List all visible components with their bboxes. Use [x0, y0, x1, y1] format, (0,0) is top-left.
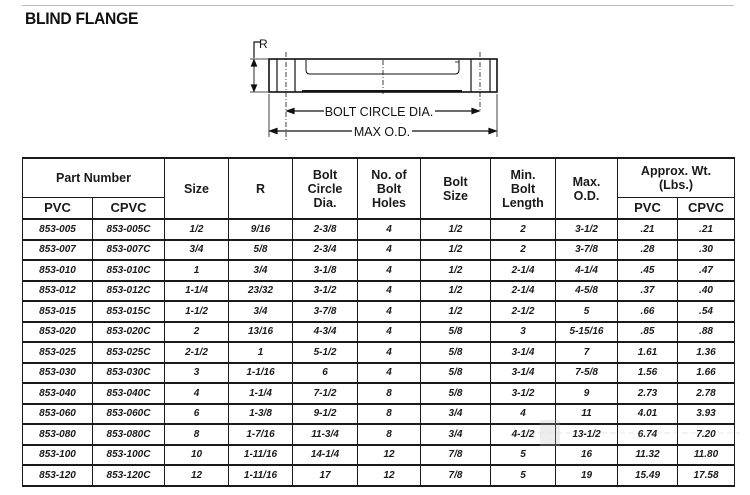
- cell-pvc-part-number: 853-005: [23, 219, 93, 240]
- cell-weight-cpvc: .21: [678, 219, 735, 240]
- header-pvc: PVC: [23, 198, 93, 220]
- cell-weight-pvc: 4.01: [618, 404, 678, 425]
- cell-weight-pvc: 1.61: [618, 342, 678, 363]
- cell-min-bolt-length: 2-1/4: [491, 260, 556, 281]
- cell-bolt-circle-dia: 11-3/4: [293, 424, 358, 445]
- cell-bolt-size: 1/2: [421, 240, 491, 261]
- bolt-circle-label: BOLT CIRCLE DIA.: [324, 105, 434, 119]
- cell-bolt-circle-dia: 5-1/2: [293, 342, 358, 363]
- cell-weight-cpvc: .88: [678, 322, 735, 343]
- cell-r: 1-11/16: [229, 445, 293, 466]
- cell-max-od: 7: [556, 342, 618, 363]
- cell-min-bolt-length: 2: [491, 240, 556, 261]
- cell-r: 1-7/16: [229, 424, 293, 445]
- cell-weight-pvc: .45: [618, 260, 678, 281]
- cell-r: 3/4: [229, 301, 293, 322]
- cell-max-od: 16: [556, 445, 618, 466]
- header-r: R: [229, 158, 293, 219]
- cell-cpvc-part-number: 853-025C: [93, 342, 165, 363]
- cell-min-bolt-length: 2-1/2: [491, 301, 556, 322]
- cell-weight-cpvc: 7.20: [678, 424, 735, 445]
- header-text: Max.: [572, 174, 601, 189]
- cell-min-bolt-length: 5: [491, 445, 556, 466]
- cell-size: 6: [165, 404, 229, 425]
- cell-pvc-part-number: 853-010: [23, 260, 93, 281]
- cell-min-bolt-length: 3: [491, 322, 556, 343]
- cell-cpvc-part-number: 853-012C: [93, 281, 165, 302]
- cell-size: 3: [165, 363, 229, 384]
- cell-bolt-holes: 4: [358, 219, 421, 240]
- cell-bolt-circle-dia: 2-3/4: [293, 240, 358, 261]
- cell-bolt-size: 1/2: [421, 260, 491, 281]
- cell-weight-pvc: 2.73: [618, 383, 678, 404]
- cell-bolt-circle-dia: 9-1/2: [293, 404, 358, 425]
- cell-bolt-size: 7/8: [421, 445, 491, 466]
- cell-weight-pvc: .21: [618, 219, 678, 240]
- table-row: [23, 465, 735, 486]
- cell-min-bolt-length: 2: [491, 219, 556, 240]
- page-title: BLIND FLANGE: [25, 9, 139, 28]
- cell-weight-pvc: 11.32: [618, 445, 678, 466]
- cell-cpvc-part-number: 853-030C: [93, 363, 165, 384]
- header-text: Bolt: [376, 181, 402, 196]
- header-approx-weight: [618, 158, 735, 198]
- table-row: [23, 342, 735, 363]
- cell-cpvc-part-number: 853-080C: [93, 424, 165, 445]
- cell-weight-pvc: .85: [618, 322, 678, 343]
- header-bolt-circle-dia: [293, 158, 358, 219]
- blind-flange-diagram: [250, 32, 530, 150]
- cell-weight-cpvc: .47: [678, 260, 735, 281]
- cell-r: 1-1/4: [229, 383, 293, 404]
- header-cpvc: CPVC: [93, 198, 165, 220]
- cell-min-bolt-length: 2-1/4: [491, 281, 556, 302]
- cell-size: 1-1/2: [165, 301, 229, 322]
- cell-weight-cpvc: .54: [678, 301, 735, 322]
- cell-pvc-part-number: 853-100: [23, 445, 93, 466]
- header-text: Circle: [307, 181, 343, 196]
- table-row: [23, 240, 735, 261]
- cell-size: 3/4: [165, 240, 229, 261]
- table-row: [23, 322, 735, 343]
- cell-weight-pvc: 1.56: [618, 363, 678, 384]
- header-text: Holes: [371, 195, 407, 210]
- header-text: Approx. Wt.: [640, 164, 712, 178]
- cell-min-bolt-length: 3-1/2: [491, 383, 556, 404]
- cell-weight-cpvc: 11.80: [678, 445, 735, 466]
- cell-bolt-size: 5/8: [421, 383, 491, 404]
- cell-size: 10: [165, 445, 229, 466]
- table-row: [23, 301, 735, 322]
- cell-bolt-size: 1/2: [421, 281, 491, 302]
- table-row: [23, 281, 735, 302]
- header-text: (Lbs.): [658, 178, 694, 192]
- cell-bolt-holes: 4: [358, 342, 421, 363]
- header-bolt-holes: [358, 158, 421, 219]
- cell-cpvc-part-number: 853-060C: [93, 404, 165, 425]
- cell-pvc-part-number: 853-015: [23, 301, 93, 322]
- cell-bolt-holes: 8: [358, 383, 421, 404]
- cell-bolt-size: 7/8: [421, 465, 491, 486]
- table-row: [23, 404, 735, 425]
- cell-bolt-circle-dia: 14-1/4: [293, 445, 358, 466]
- cell-bolt-circle-dia: 3-7/8: [293, 301, 358, 322]
- cell-max-od: 3-1/2: [556, 219, 618, 240]
- cell-bolt-holes: 4: [358, 363, 421, 384]
- table-row: [23, 363, 735, 384]
- cell-bolt-holes: 4: [358, 281, 421, 302]
- header-text: Bolt: [443, 174, 468, 189]
- cell-weight-pvc: 6.74: [618, 424, 678, 445]
- cell-max-od: 5: [556, 301, 618, 322]
- cell-pvc-part-number: 853-012: [23, 281, 93, 302]
- cell-weight-pvc: .66: [618, 301, 678, 322]
- cell-cpvc-part-number: 853-020C: [93, 322, 165, 343]
- header-weight-cpvc: CPVC: [678, 198, 735, 220]
- cell-max-od: 4-1/4: [556, 260, 618, 281]
- cell-r: 3/4: [229, 260, 293, 281]
- cell-max-od: 4-5/8: [556, 281, 618, 302]
- cell-bolt-circle-dia: 4-3/4: [293, 322, 358, 343]
- header-text: Size: [442, 188, 468, 203]
- r-label: R: [259, 37, 268, 51]
- cell-pvc-part-number: 853-120: [23, 465, 93, 486]
- cell-r: 23/32: [229, 281, 293, 302]
- cell-bolt-size: 1/2: [421, 219, 491, 240]
- cell-bolt-size: 3/4: [421, 404, 491, 425]
- cell-weight-cpvc: 2.78: [678, 383, 735, 404]
- cell-bolt-circle-dia: 3-1/2: [293, 281, 358, 302]
- header-text: Min.: [510, 167, 536, 182]
- cell-r: 1-11/16: [229, 465, 293, 486]
- header-bolt-size: [421, 158, 491, 219]
- cell-min-bolt-length: 3-1/4: [491, 363, 556, 384]
- cell-pvc-part-number: 853-020: [23, 322, 93, 343]
- cell-cpvc-part-number: 853-040C: [93, 383, 165, 404]
- table-row: [23, 424, 735, 445]
- top-rule: [22, 5, 734, 6]
- cell-min-bolt-length: 4: [491, 404, 556, 425]
- cell-size: 12: [165, 465, 229, 486]
- cell-max-od: 9: [556, 383, 618, 404]
- header-part-number: Part Number: [23, 158, 165, 198]
- cell-r: 1-3/8: [229, 404, 293, 425]
- cell-weight-cpvc: .30: [678, 240, 735, 261]
- cell-bolt-holes: 4: [358, 301, 421, 322]
- cell-weight-cpvc: 3.93: [678, 404, 735, 425]
- cell-bolt-circle-dia: 17: [293, 465, 358, 486]
- cell-size: 1-1/4: [165, 281, 229, 302]
- cell-cpvc-part-number: 853-120C: [93, 465, 165, 486]
- cell-min-bolt-length: 5: [491, 465, 556, 486]
- cell-r: 13/16: [229, 322, 293, 343]
- table-row: [23, 219, 735, 240]
- cell-cpvc-part-number: 853-010C: [93, 260, 165, 281]
- cell-pvc-part-number: 853-007: [23, 240, 93, 261]
- cell-bolt-holes: 4: [358, 322, 421, 343]
- cell-bolt-size: 1/2: [421, 301, 491, 322]
- cell-weight-pvc: 15.49: [618, 465, 678, 486]
- blind-flange-spec-table: [22, 157, 735, 487]
- cell-size: 1: [165, 260, 229, 281]
- cell-max-od: 7-5/8: [556, 363, 618, 384]
- cell-weight-cpvc: 1.36: [678, 342, 735, 363]
- header-text: Dia.: [313, 195, 337, 210]
- header-size: Size: [165, 158, 229, 219]
- cell-r: 9/16: [229, 219, 293, 240]
- cell-bolt-size: 5/8: [421, 322, 491, 343]
- cell-bolt-holes: 4: [358, 240, 421, 261]
- cell-bolt-circle-dia: 2-3/8: [293, 219, 358, 240]
- header-text: No. of: [371, 167, 407, 182]
- cell-size: 4: [165, 383, 229, 404]
- cell-max-od: 19: [556, 465, 618, 486]
- header-weight-pvc: PVC: [618, 198, 678, 220]
- cell-weight-cpvc: 17.58: [678, 465, 735, 486]
- cell-bolt-size: 5/8: [421, 342, 491, 363]
- cell-bolt-holes: 12: [358, 445, 421, 466]
- cell-max-od: 13-1/2: [556, 424, 618, 445]
- header-text: Length: [502, 195, 544, 210]
- cell-max-od: 11: [556, 404, 618, 425]
- cell-pvc-part-number: 853-040: [23, 383, 93, 404]
- cell-weight-cpvc: 1.66: [678, 363, 735, 384]
- table-row: [23, 260, 735, 281]
- cell-weight-pvc: .28: [618, 240, 678, 261]
- cell-cpvc-part-number: 853-100C: [93, 445, 165, 466]
- cell-r: 1-1/16: [229, 363, 293, 384]
- cell-pvc-part-number: 853-025: [23, 342, 93, 363]
- cell-weight-pvc: .37: [618, 281, 678, 302]
- cell-cpvc-part-number: 853-015C: [93, 301, 165, 322]
- cell-max-od: 3-7/8: [556, 240, 618, 261]
- cell-bolt-holes: 4: [358, 260, 421, 281]
- cell-weight-cpvc: .40: [678, 281, 735, 302]
- cell-pvc-part-number: 853-030: [23, 363, 93, 384]
- cell-bolt-holes: 8: [358, 424, 421, 445]
- cell-bolt-circle-dia: 3-1/8: [293, 260, 358, 281]
- cell-bolt-size: 5/8: [421, 363, 491, 384]
- cell-cpvc-part-number: 853-005C: [93, 219, 165, 240]
- cell-bolt-holes: 8: [358, 404, 421, 425]
- cell-bolt-holes: 12: [358, 465, 421, 486]
- table-row: [23, 383, 735, 404]
- header-min-bolt-length: [491, 158, 556, 219]
- header-text: O.D.: [573, 188, 600, 203]
- max-od-label: MAX O.D.: [353, 125, 411, 139]
- cell-size: 8: [165, 424, 229, 445]
- cell-pvc-part-number: 853-060: [23, 404, 93, 425]
- cell-max-od: 5-15/16: [556, 322, 618, 343]
- cell-min-bolt-length: 3-1/4: [491, 342, 556, 363]
- cell-bolt-size: 3/4: [421, 424, 491, 445]
- cell-min-bolt-length: 4-1/2: [491, 424, 556, 445]
- cell-size: 2-1/2: [165, 342, 229, 363]
- cell-bolt-circle-dia: 7-1/2: [293, 383, 358, 404]
- cell-bolt-circle-dia: 6: [293, 363, 358, 384]
- cell-cpvc-part-number: 853-007C: [93, 240, 165, 261]
- header-text: Bolt: [312, 167, 338, 182]
- table-row: [23, 445, 735, 466]
- header-max-od: [556, 158, 618, 219]
- header-text: Bolt: [510, 181, 536, 196]
- cell-size: 2: [165, 322, 229, 343]
- cell-r: 5/8: [229, 240, 293, 261]
- cell-size: 1/2: [165, 219, 229, 240]
- cell-pvc-part-number: 853-080: [23, 424, 93, 445]
- cell-r: 1: [229, 342, 293, 363]
